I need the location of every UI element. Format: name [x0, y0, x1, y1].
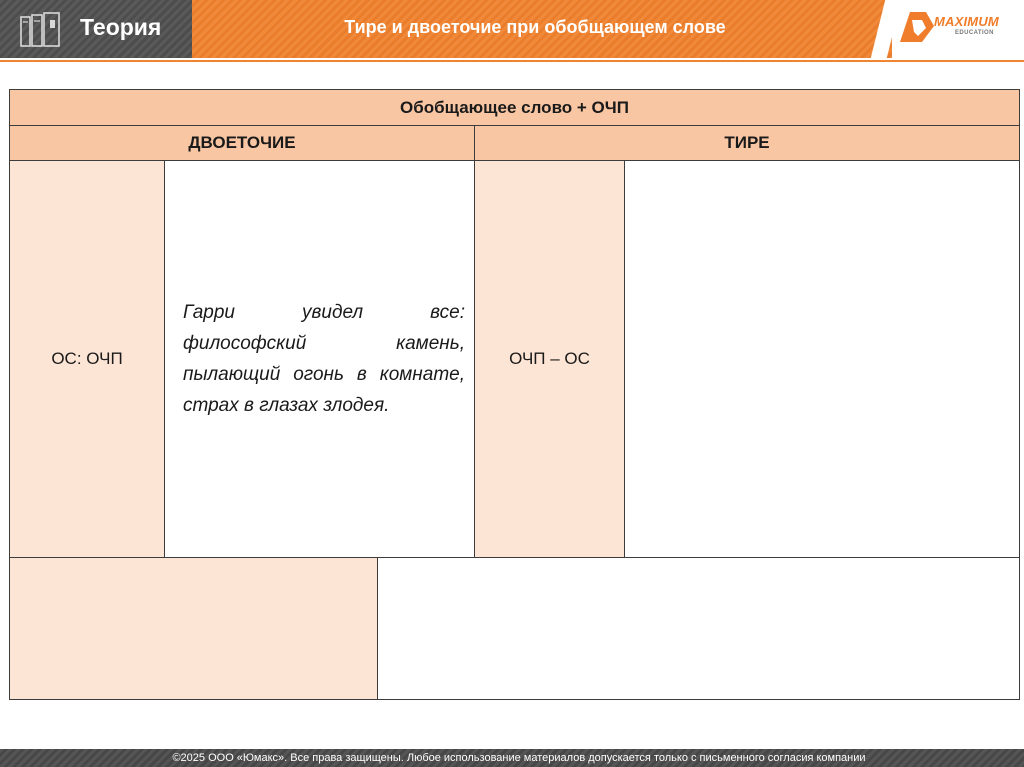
logo-subtext: EDUCATION — [955, 30, 994, 36]
logo-text: MAXIMUM — [934, 14, 999, 29]
table-title: Обобщающее слово + ОЧП — [9, 89, 1020, 126]
page-title: Тире и двоеточие при обобщающем слове — [344, 17, 726, 37]
copyright-text: ©2025 ООО «Юмакс». Все права защищены. Любое использование материалов допускается только с письменного согласия компании — [172, 752, 866, 764]
colon-header: ДВОЕТОЧИЕ — [9, 125, 475, 161]
bottom-left-cell — [9, 557, 378, 700]
dash-header: ТИРЕ — [474, 125, 1020, 161]
books-icon — [20, 12, 62, 48]
section-label: Теория — [80, 14, 162, 40]
bottom-right-cell — [377, 557, 1020, 700]
colon-scheme: ОС: ОЧП — [9, 160, 165, 558]
footer — [0, 749, 1024, 767]
colon-example-text: Гарри увидел все: философский камень, пылающий огонь в комнате, страх в глазах злодея. — [183, 302, 465, 416]
dash-scheme: ОЧП – ОС — [474, 160, 625, 558]
colon-example — [164, 160, 475, 558]
dash-example — [624, 160, 1020, 558]
header-rule — [0, 60, 1024, 62]
